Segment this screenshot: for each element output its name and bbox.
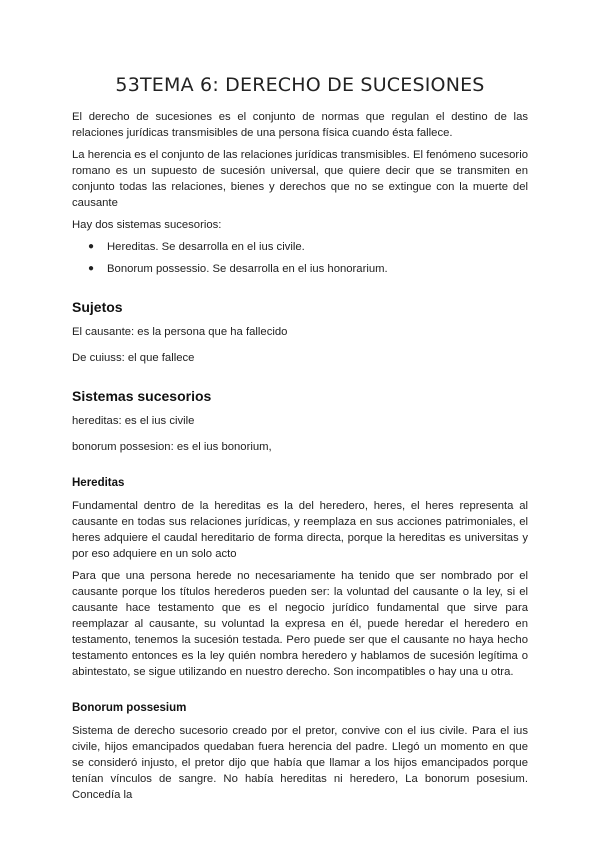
bonorum-paragraph-1: Sistema de derecho sucesorio creado por el pretor, convive con el ius civile. Para el ius civile, hijos emancipados quedaban fuera herencia del padre. Llegó un momento en que se consideró injusto, el pretor dijo que había que llamar a los hijos emancipados porque tenían vínculos de sangre. No había hereditas ni heredero, La bonorum posesium. Concedía la (72, 725, 528, 801)
list-item-text: Hereditas. Se desarrolla en el ius civile. (107, 241, 305, 253)
list-item (88, 261, 528, 277)
sistemas-line-2: bonorum possesion: es el ius bonorium, (72, 441, 272, 453)
sucesorios-list (72, 239, 528, 277)
bullet-icon: ● (88, 241, 95, 252)
sujetos-line-2: De cuiuss: el que fallece (72, 352, 195, 364)
hereditas-heading: Hereditas (72, 477, 125, 489)
sujetos-heading: Sujetos (72, 299, 123, 315)
hereditas-paragraph-1: Fundamental dentro de la hereditas es la del heredero, heres, el heres representa al causante en todas sus relaciones jurídicas, y reemplaza en sus acciones patrimoniales, el heres adquiere el caudal hereditario de forma directa, porque la hereditas es universitas y por eso adquiere en un solo acto (72, 500, 528, 560)
intro-paragraph-1: El derecho de sucesiones es el conjunto de normas que regulan el destino de las relaciones jurídicas transmisibles de una persona física cuando ésta fallece. (72, 111, 528, 139)
intro-paragraph-2: La herencia es el conjunto de las relaciones jurídicas transmisibles. El fenómeno sucesorio romano es un supuesto de sucesión universal, que quiere decir que se transmiten en conjunto todas las relaciones, bienes y derechos que no se extingue con la muerte del causante (72, 149, 528, 209)
bullet-icon: ● (88, 263, 95, 274)
list-item (88, 239, 528, 255)
list-item-text: Bonorum possessio. Se desarrolla en el ius honorarium. (107, 263, 388, 275)
intro-paragraph-3: Hay dos sistemas sucesorios: (72, 219, 222, 231)
bonorum-heading: Bonorum possesium (72, 702, 187, 714)
hereditas-paragraph-2: Para que una persona herede no necesariamente ha tenido que ser nombrado por el causante porque los títulos herederos pueden ser: la voluntad del causante o la ley, si el causante hace testamento que es el negocio jurídico fundamental que sirve para reemplazar al causante, su voluntad la expresa en él, puede heredar el heredero en testamento, tenemos la sucesión testada. Pero puede ser que el causante no haya hecho testamento entonces es la ley quién nombra heredero y hablamos de sucesión legítima o abintestato, se sigue utilizando en nuestro derecho. Son incompatibles o hay una u otra. (72, 570, 528, 678)
sistemas-line-1: hereditas: es el ius civile (72, 415, 195, 427)
sistemas-heading: Sistemas sucesorios (72, 388, 212, 404)
sujetos-line-1: El causante: es la persona que ha fallecido (72, 326, 288, 338)
page-title: 53TEMA 6: DERECHO DE SUCESIONES (115, 74, 485, 96)
